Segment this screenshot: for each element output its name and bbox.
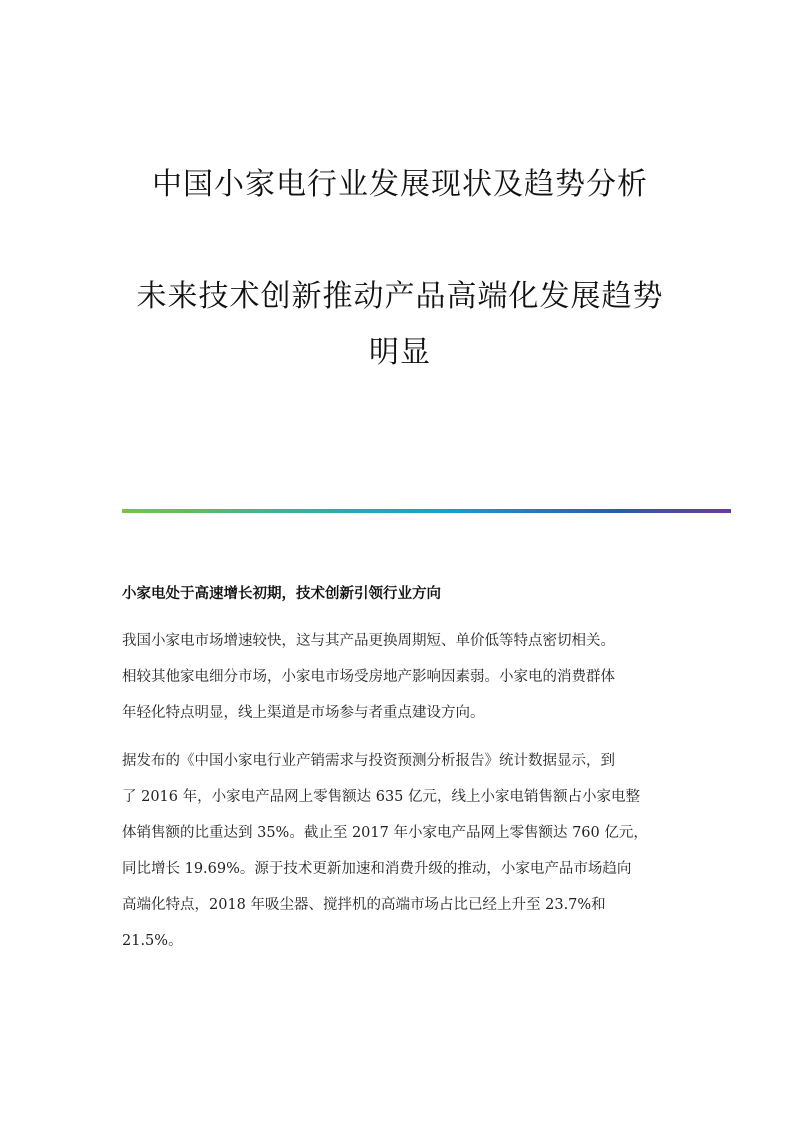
title-line-2: 未来技术创新推动产品高端化发展趋势 <box>136 279 664 314</box>
paragraph-2-line: 同比增长 19.69%。源于技术更新加速和消费升级的推动，小家电产品市场趋向 <box>122 861 632 877</box>
paragraph-2-line: 了 2016 年，小家电产品网上零售额达 635 亿元，线上小家电销售额占小家电整 <box>122 789 641 805</box>
paragraph-1-line: 相较其他家电细分市场，小家电市场受房地产影响因素弱。小家电的消费群体 <box>122 669 615 685</box>
paragraph-1-line: 年轻化特点明显，线上渠道是市场参与者重点建设方向。 <box>122 705 485 721</box>
paragraph-2-line: 体销售额的比重达到 35%。截止至 2017 年小家电产品网上零售额达 760 亿元， <box>122 825 648 841</box>
paragraph-2-line: 据发布的《中国小家电行业产销需求与投资预测分析报告》统计数据显示，到 <box>122 753 615 769</box>
paragraph-2-line: 21.5%。 <box>122 933 183 949</box>
paragraph-1-line: 我国小家电市场增速较快，这与其产品更换周期短、单价低等特点密切相关。 <box>122 633 615 649</box>
title-line-1: 中国小家电行业发展现状及趋势分析 <box>152 167 648 202</box>
section-heading: 小家电处于高速增长初期，技术创新引领行业方向 <box>122 586 441 602</box>
paragraph-2-line: 高端化特点，2018 年吸尘器、搅拌机的高端市场占比已经上升至 23.7%和 <box>122 897 606 913</box>
gradient-divider <box>122 509 731 513</box>
title-line-3: 明显 <box>369 335 431 370</box>
